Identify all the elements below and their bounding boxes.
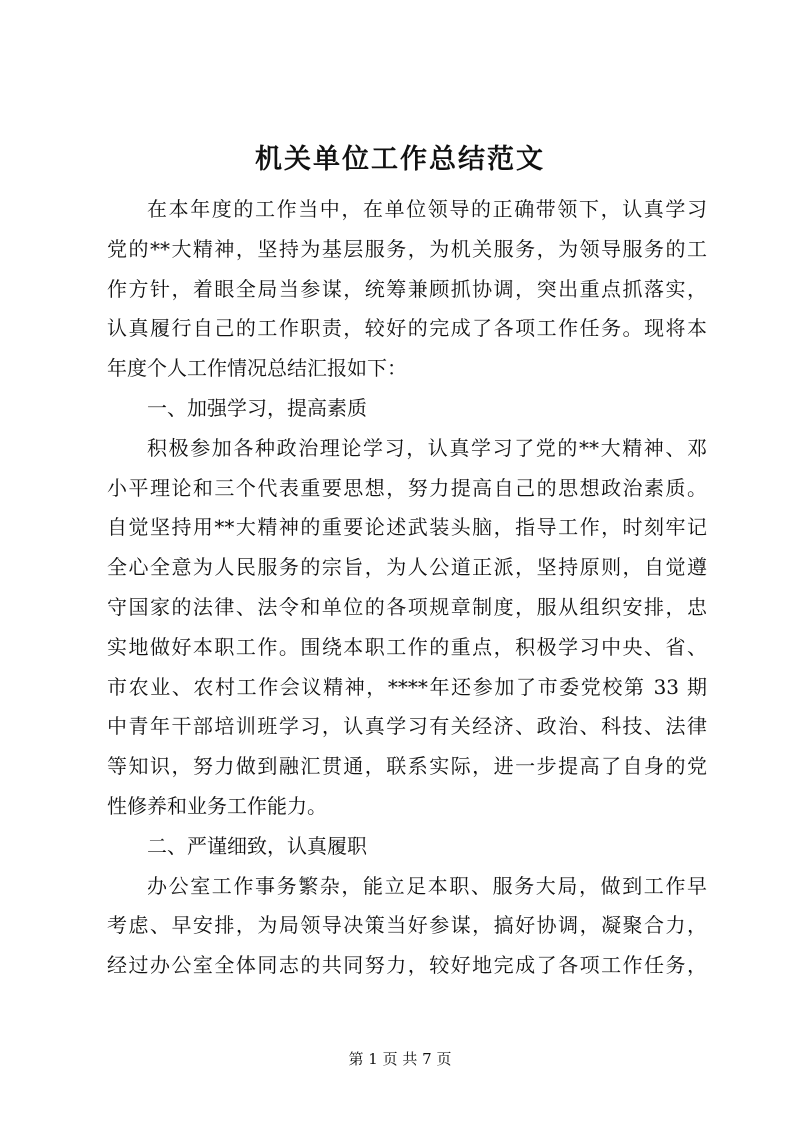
paragraph-line: 作方针，着眼全局当参谋，统筹兼顾抓协调，突出重点抓落实， (107, 276, 707, 301)
paragraph-line: 市农业、农村工作会议精神，****年还参加了市委党校第 33 期 (107, 674, 707, 699)
section-heading-2 (107, 827, 707, 867)
document-title: 机关单位工作总结范文 (255, 144, 545, 175)
paragraph-line: 中青年干部培训班学习，认真学习有关经济、政治、科技、法律 (107, 714, 707, 739)
paragraph-line: 性修养和业务工作能力。 (107, 793, 327, 818)
paragraph-line: 小平理论和三个代表重要思想，努力提高自己的思想政治素质。 (107, 475, 707, 500)
section-heading: 一、加强学习，提高素质 (147, 395, 367, 420)
paragraph-line: 在本年度的工作当中，在单位领导的正确带领下，认真学习 (147, 197, 707, 221)
section-heading-1 (107, 389, 707, 429)
paragraph-line: 等知识，努力做到融汇贯通，联系实际，进一步提高了自身的党 (107, 754, 707, 779)
paragraph-line: 积极参加各种政治理论学习，认真学习了党的**大精神、邓 (147, 435, 707, 460)
intro-paragraph (107, 190, 707, 389)
section-heading: 二、严谨细致，认真履职 (147, 833, 367, 858)
page-footer: 第 1 页 共 7 页 (348, 1050, 452, 1068)
paragraph-line: 年度个人工作情况总结汇报如下： (107, 356, 407, 381)
document-body (107, 190, 707, 986)
paragraph-line: 自觉坚持用**大精神的重要论述武装头脑，指导工作，时刻牢记 (107, 515, 707, 540)
paragraph-line: 党的**大精神，坚持为基层服务，为机关服务，为领导服务的工 (107, 236, 707, 261)
section-1-paragraph (107, 429, 707, 827)
paragraph-line: 经过办公室全体同志的共同努力，较好地完成了各项工作任务， (107, 953, 707, 978)
paragraph-line: 认真履行自己的工作职责，较好的完成了各项工作任务。现将本 (107, 316, 707, 341)
paragraph-line: 全心全意为人民服务的宗旨，为人公道正派，坚持原则，自觉遵 (107, 555, 707, 580)
paragraph-line: 实地做好本职工作。围绕本职工作的重点，积极学习中央、省、 (107, 634, 707, 659)
section-2-paragraph (107, 867, 707, 986)
paragraph-line: 守国家的法律、法令和单位的各项规章制度，服从组织安排，忠 (107, 594, 707, 619)
paragraph-line: 办公室工作事务繁杂，能立足本职、服务大局，做到工作早 (147, 873, 707, 898)
paragraph-line: 考虑、早安排，为局领导决策当好参谋，搞好协调，凝聚合力， (107, 913, 707, 938)
